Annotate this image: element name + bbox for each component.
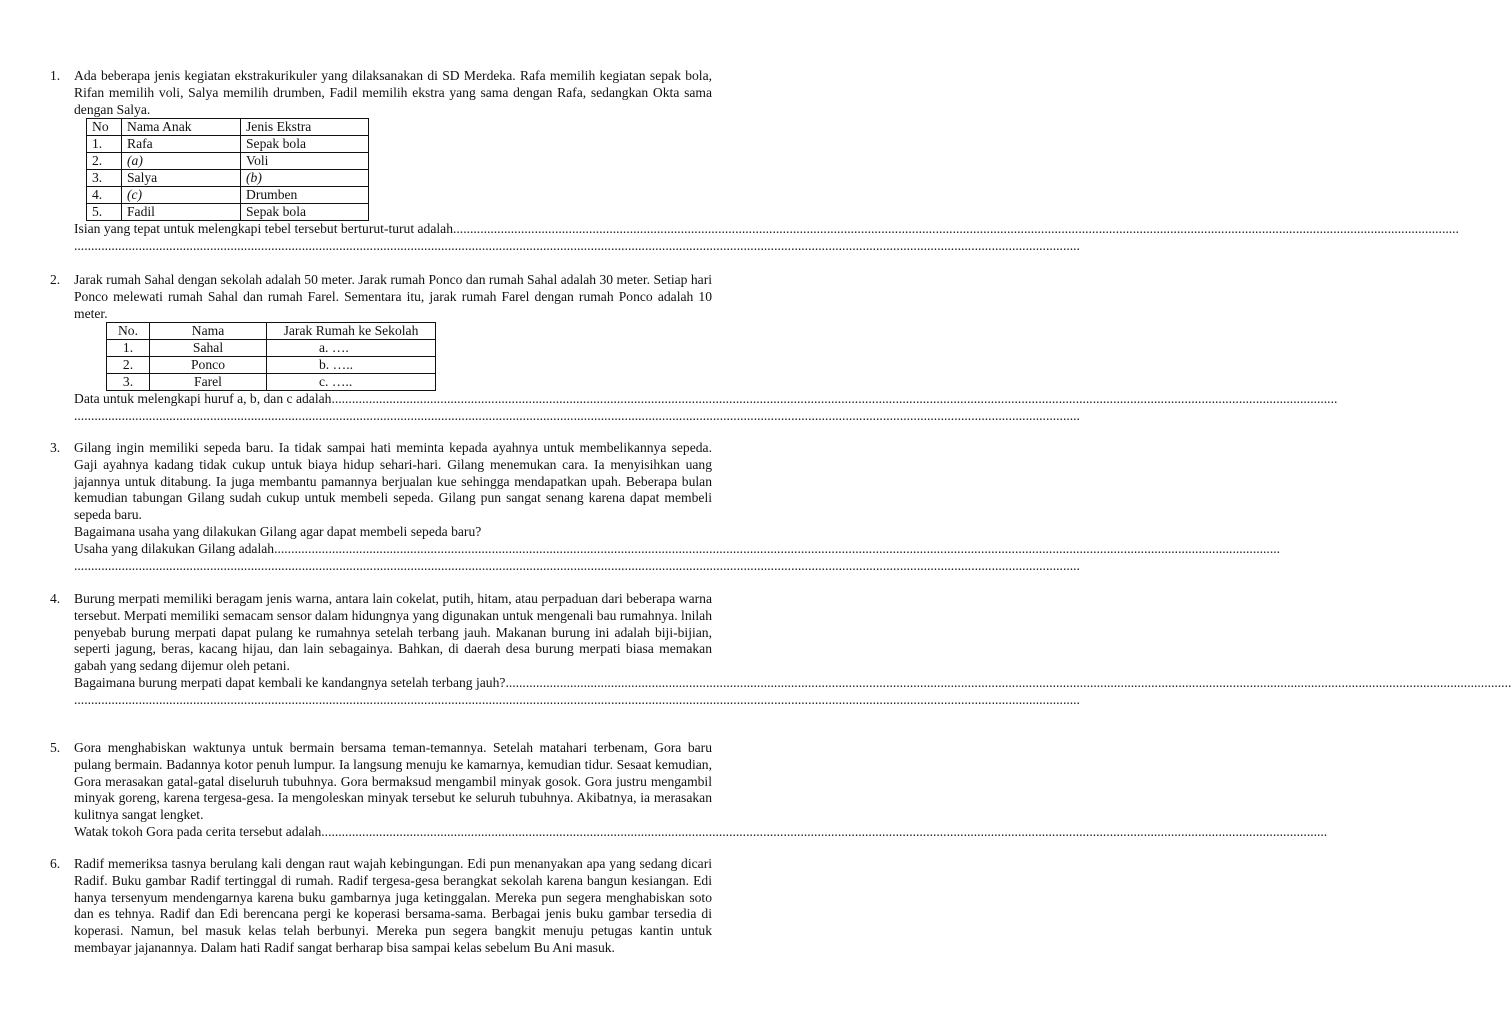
question-number: 2. [50, 272, 61, 287]
table-row [107, 374, 436, 391]
answer-line[interactable] [74, 823, 1328, 841]
answer-label: Isian yang tepat untuk melengkapi tebel tersebut berturut-turut adalah [74, 221, 453, 237]
question-2 [50, 272, 1338, 425]
answer-line[interactable] [74, 540, 1281, 558]
question-number: 5. [50, 740, 61, 755]
question-text: Jarak rumah Sahal dengan sekolah adalah 50 meter. Jarak rumah Ponco dan rumah Sahal adalah 30 meter. Setiap hari Ponco melewati rumah Sahal dan rumah Farel. Sementara itu, jarak rumah Farel dengan rumah Ponco adalah 10 meter. [74, 272, 712, 321]
answer-dots: ........................................................................................................................................................................................................................................................................................................ [321, 823, 1328, 839]
question-text: Radif memeriksa tasnya berulang kali dengan raut wajah kebingungan. Edi pun menanyakan apa yang sedang dicari Radif. Buku gambar Radif tertinggal di rumah. Radif tergesa-gesa berangkat sekolah karena bangun kesiangan. Edi hanya tersenyum mendengarnya karena buku gambarnya juga ketinggalan. Mereka pun segera menghabiskan soto dan es tehnya. Radif dan Edi berencana pergi ke koperasi bersama-sama. Berbagai jenis buku gambar tersedia di koperasi. Namun, bel masuk kelas telah berbunyi. Mereka pun segera bangkit menuju petugas kantin untuk membayar jajanannya. Dalam hati Radif sangat berharap bisa sampai kelas sebelum Bu Ani masuk. [74, 856, 712, 955]
table-row [107, 340, 436, 357]
table-cell: 1. [107, 340, 150, 357]
question-6 [50, 856, 712, 957]
table-header-row [107, 323, 436, 340]
answer-line[interactable] [74, 408, 1080, 425]
answer-dots: ........................................................................................................................................................................................................................................................................................................ [74, 408, 1080, 424]
table-cell: Rafa [122, 136, 241, 153]
answer-line[interactable] [74, 238, 1080, 255]
table-cell: Drumben [241, 187, 369, 204]
table-row [87, 204, 369, 221]
table-cell: 2. [107, 357, 150, 374]
table-header: No [87, 119, 122, 136]
table-cell: (a) [122, 153, 241, 170]
table-header: Nama [150, 323, 267, 340]
table-cell: (b) [241, 170, 369, 187]
question-number: 3. [50, 440, 61, 455]
table-row [107, 357, 436, 374]
table-cell: a. …. [267, 340, 436, 357]
answer-line[interactable] [74, 674, 1511, 692]
table-cell: b. ….. [267, 357, 436, 374]
answer-line[interactable] [74, 557, 1080, 575]
distance-table [106, 322, 436, 391]
question-number: 1. [50, 68, 61, 83]
table-cell: Voli [241, 153, 369, 170]
answer-dots: ........................................................................................................................................................................................................................................................................................................ [74, 238, 1080, 254]
answer-dots: ........................................................................................................................................................................................................................................................................................................ [74, 691, 1080, 707]
table-cell: (c) [122, 187, 241, 204]
answer-line[interactable] [74, 221, 1459, 238]
table-row [87, 136, 369, 153]
table-header: Jenis Ekstra [241, 119, 369, 136]
table-cell: Farel [150, 374, 267, 391]
table-cell: Ponco [150, 357, 267, 374]
answer-dots: ........................................................................................................................................................................................................................................................................................................ [331, 391, 1338, 407]
question-text: Burung merpati memiliki beragam jenis warna, antara lain cokelat, putih, hitam, atau perpaduan dari beberapa warna tersebut. Merpati memiliki semacam sensor dalam hidungnya yang digunakan untuk mengenali bau rumahnya. lnilah penyebab burung merpati dapat pulang ke rumahnya setelah terbang jauh. Makanan burung ini adalah biji-bijian, seperti jagung, beras, kacang hijau, dan lain sebagainya. Bahkan, di daerah desa burung merpati biasa memakan gabah yang sedang dijemur oleh petani. [74, 591, 712, 674]
question-text: Gora menghabiskan waktunya untuk bermain bersama teman-temannya. Setelah matahari terbenam, Gora baru pulang bermain. Badannya kotor penuh lumpur. Ia langsung menuju ke kamarnya, kemudian tidur. Sesaat kemudian, Gora merasakan gatal-gatal diseluruh tubuhnya. Gora bermaksud mengambil minyak gosok. Gora justru mengambil minyak goreng, karena tergesa-gesa. Ia mengoleskan minyak tersebut ke seluruh tubuhnya. Akibatnya, ia merasakan kulitnya sangat lengket. [74, 740, 712, 823]
question-5 [50, 740, 1328, 841]
table-cell: 3. [107, 374, 150, 391]
table-header: Jarak Rumah ke Sekolah [267, 323, 436, 340]
extracurricular-table [86, 118, 369, 221]
table-header-row [87, 119, 369, 136]
answer-dots: ........................................................................................................................................................................................................................................................................................................ [453, 221, 1459, 237]
question-3 [50, 440, 1281, 574]
answer-line[interactable] [74, 691, 1080, 709]
question-text: Ada beberapa jenis kegiatan ekstrakurikuler yang dilaksanakan di SD Merdeka. Rafa memilih kegiatan sepak bola, Rifan memilih voli, Salya memilih drumben, Fadil memilih ekstra yang sama dengan Rafa, sedangkan Okta sama dengan Salya. [74, 68, 712, 117]
answer-label: Bagaimana burung merpati dapat kembali ke kandangnya setelah terbang jauh? [74, 674, 506, 690]
table-cell: 1. [87, 136, 122, 153]
table-row [87, 170, 369, 187]
answer-label: Usaha yang dilakukan Gilang adalah [74, 540, 275, 556]
question-4 [50, 591, 1511, 709]
table-cell: c. ….. [267, 374, 436, 391]
answer-dots: ........................................................................................................................................................................................................................................................................................................ [74, 557, 1080, 573]
question-prompt: Bagaimana usaha yang dilakukan Gilang agar dapat membeli sepeda baru? [74, 523, 482, 539]
answer-line[interactable] [74, 391, 1338, 408]
question-number: 4. [50, 591, 61, 606]
table-cell: 5. [87, 204, 122, 221]
table-cell: Sahal [150, 340, 267, 357]
table-header: Nama Anak [122, 119, 241, 136]
table-cell: Salya [122, 170, 241, 187]
table-cell: 3. [87, 170, 122, 187]
question-number: 6. [50, 856, 61, 871]
table-cell: 2. [87, 153, 122, 170]
table-cell: Fadil [122, 204, 241, 221]
table-cell: Sepak bola [241, 136, 369, 153]
table-header: No. [107, 323, 150, 340]
answer-label: Data untuk melengkapi huruf a, b, dan c adalah [74, 391, 332, 407]
question-1 [50, 68, 1459, 255]
table-cell: Sepak bola [241, 204, 369, 221]
answer-dots: ........................................................................................................................................................................................................................................................................................................ [274, 540, 1281, 556]
table-row [87, 153, 369, 170]
answer-dots: ........................................................................................................................................................................................................................................................................................................ [505, 674, 1511, 690]
question-text: Gilang ingin memiliki sepeda baru. Ia tidak sampai hati meminta kepada ayahnya untuk membelikannya sepeda. Gaji ayahnya kadang tidak cukup untuk biaya hidup sehari-hari. Gilang menemukan cara. Ia menyisihkan uang jajannya untuk ditabung. Ia juga membantu pamannya berjualan kue sehingga mendapatkan upah. Beberapa bulan kemudian tabungan Gilang sudah cukup untuk membeli sepeda. Gilang pun sangat senang karena dapat membeli sepeda baru. [74, 440, 712, 523]
answer-label: Watak tokoh Gora pada cerita tersebut adalah [74, 823, 322, 839]
table-cell: 4. [87, 187, 122, 204]
table-row [87, 187, 369, 204]
